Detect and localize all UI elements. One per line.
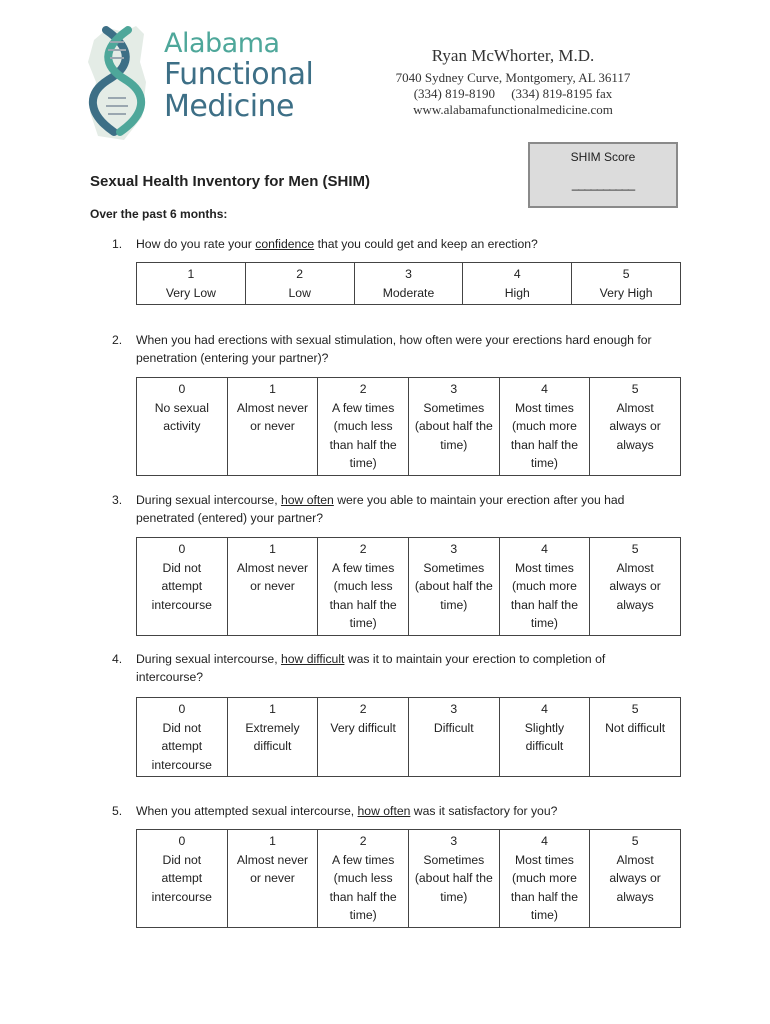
question-text-post: was it to maintain your erection to completion of intercourse? bbox=[136, 652, 606, 684]
answer-label: Most times bbox=[514, 852, 574, 867]
answer-score: 1 bbox=[269, 834, 276, 848]
answer-option-3[interactable] bbox=[408, 830, 499, 928]
answer-option-5[interactable] bbox=[590, 378, 681, 476]
answer-label: attempt bbox=[161, 871, 203, 885]
answer-score: 2 bbox=[296, 267, 304, 281]
answer-score: 1 bbox=[269, 542, 276, 556]
answer-label: Almost never bbox=[236, 852, 309, 867]
logo-line-1: Alabama bbox=[164, 28, 280, 59]
answer-option-1[interactable] bbox=[227, 698, 318, 777]
answer-label: than half the bbox=[510, 437, 578, 452]
answer-score: 2 bbox=[359, 382, 367, 396]
answer-score: 0 bbox=[178, 702, 186, 716]
answer-label: Very Low bbox=[165, 285, 216, 300]
answer-score: 2 bbox=[359, 834, 367, 848]
answer-option-0[interactable] bbox=[137, 378, 228, 476]
answer-option-1[interactable] bbox=[137, 263, 246, 305]
answer-label: Slightly bbox=[524, 720, 565, 735]
question-text-emphasis: how often bbox=[357, 804, 411, 818]
answer-row bbox=[137, 698, 681, 777]
answer-label: time) bbox=[440, 889, 468, 904]
answer-option-3[interactable] bbox=[408, 378, 499, 476]
question-text-post: were you able to maintain your erection after you had penetrated (entered) your partner? bbox=[136, 493, 625, 525]
answer-score: 4 bbox=[513, 267, 521, 281]
answer-label: Moderate bbox=[382, 285, 435, 300]
answer-label: (about half the bbox=[414, 871, 493, 885]
answer-label: Sometimes bbox=[423, 400, 485, 415]
answer-score: 5 bbox=[631, 702, 639, 716]
answer-option-2[interactable] bbox=[318, 698, 409, 777]
answer-score: 0 bbox=[178, 542, 186, 556]
answer-score: 5 bbox=[622, 267, 630, 281]
answer-option-5[interactable] bbox=[590, 698, 681, 777]
answer-score: 1 bbox=[269, 382, 276, 396]
answer-label: always or bbox=[609, 871, 661, 885]
question-text bbox=[136, 331, 672, 367]
answer-option-3[interactable] bbox=[354, 263, 463, 305]
answer-label: difficult bbox=[253, 739, 292, 753]
shim-score-label: SHIM Score bbox=[570, 150, 636, 164]
answer-option-4[interactable] bbox=[499, 378, 590, 476]
answer-score: 1 bbox=[187, 267, 195, 281]
answer-label: (much less bbox=[333, 419, 393, 433]
answer-score: 2 bbox=[359, 702, 367, 716]
answer-label: A few times bbox=[331, 560, 395, 575]
answer-label: Almost bbox=[616, 852, 654, 867]
answer-option-4[interactable] bbox=[463, 263, 572, 305]
answer-score: 4 bbox=[541, 834, 548, 848]
answer-label: than half the bbox=[329, 437, 397, 452]
question-text bbox=[136, 650, 672, 686]
question-text-pre: When you attempted sexual intercourse, bbox=[136, 804, 358, 818]
answer-table-2 bbox=[136, 377, 681, 476]
doctor-name: Ryan McWhorter, M.D. bbox=[431, 46, 595, 65]
answer-label: always or bbox=[609, 579, 661, 593]
answer-label: A few times bbox=[331, 852, 395, 867]
answer-table-5 bbox=[136, 829, 681, 928]
answer-label: Sometimes bbox=[423, 560, 485, 575]
answer-label: always or bbox=[609, 419, 661, 433]
logo-line-2: Functional bbox=[164, 57, 314, 92]
answer-label: A few times bbox=[331, 400, 395, 415]
answer-label: Did not bbox=[162, 852, 202, 867]
answer-label: Almost never bbox=[236, 400, 309, 415]
answer-table-4 bbox=[136, 697, 681, 777]
answer-label: always bbox=[616, 889, 654, 904]
page-title: Sexual Health Inventory for Men (SHIM) bbox=[90, 173, 371, 190]
answer-score: 3 bbox=[450, 382, 458, 396]
answer-label: always bbox=[616, 437, 654, 452]
answer-score: 3 bbox=[450, 702, 458, 716]
answer-option-4[interactable] bbox=[499, 538, 590, 636]
answer-score: 1 bbox=[269, 702, 276, 716]
answer-label: Not difficult bbox=[605, 720, 666, 735]
answer-option-4[interactable] bbox=[499, 830, 590, 928]
answer-option-5[interactable] bbox=[590, 830, 681, 928]
answer-label: time) bbox=[530, 908, 558, 922]
answer-row bbox=[137, 538, 681, 636]
answer-label: Very difficult bbox=[330, 720, 396, 735]
answer-score: 5 bbox=[631, 834, 639, 848]
answer-label: Did not bbox=[162, 560, 202, 575]
answer-option-5[interactable] bbox=[590, 538, 681, 636]
answer-label: time) bbox=[530, 456, 558, 470]
answer-label: or never bbox=[250, 579, 295, 593]
answer-score: 5 bbox=[631, 542, 639, 556]
doctor-phones: (334) 819-8190 (334) 819-8195 fax bbox=[413, 86, 613, 101]
answer-label: time) bbox=[349, 456, 377, 470]
question-text-pre: During sexual intercourse, bbox=[136, 493, 281, 507]
answer-label: than half the bbox=[510, 597, 578, 612]
answer-option-1[interactable] bbox=[227, 538, 318, 636]
question-text bbox=[136, 802, 672, 820]
answer-label: time) bbox=[440, 437, 468, 452]
answer-label: High bbox=[504, 285, 530, 300]
answer-option-3[interactable] bbox=[408, 538, 499, 636]
shim-score-field[interactable]: __________ bbox=[571, 176, 635, 191]
answer-label: always bbox=[616, 597, 654, 612]
answer-label: Very High bbox=[599, 285, 653, 300]
answer-option-2[interactable] bbox=[318, 378, 409, 476]
answer-label: Low bbox=[288, 285, 311, 300]
answer-label: No sexual bbox=[154, 400, 209, 415]
answer-label: Difficult bbox=[433, 720, 474, 735]
logo-line-3: Medicine bbox=[164, 89, 295, 124]
answer-label: than half the bbox=[329, 597, 397, 612]
answer-label: (much more bbox=[511, 419, 577, 433]
answer-option-2[interactable] bbox=[318, 830, 409, 928]
answer-label: attempt bbox=[161, 739, 203, 753]
question-text-emphasis: how difficult bbox=[280, 652, 345, 666]
answer-option-0[interactable] bbox=[137, 830, 228, 928]
answer-score: 3 bbox=[405, 267, 412, 281]
question-number: 5. bbox=[112, 804, 123, 818]
answer-score: 2 bbox=[359, 542, 367, 556]
answer-label: or never bbox=[250, 419, 295, 433]
answer-option-4[interactable] bbox=[499, 698, 590, 777]
answer-option-5[interactable] bbox=[572, 263, 681, 305]
answer-score: 4 bbox=[541, 702, 548, 716]
answer-label: Most times bbox=[514, 400, 574, 415]
answer-label: (about half the bbox=[414, 419, 493, 433]
answer-score: 4 bbox=[541, 542, 548, 556]
answer-label: Almost bbox=[616, 560, 654, 575]
answer-label: intercourse bbox=[151, 597, 212, 612]
answer-score: 0 bbox=[178, 834, 186, 848]
doctor-address: 7040 Sydney Curve, Montgomery, AL 36117 bbox=[395, 70, 631, 85]
answer-score: 5 bbox=[631, 382, 639, 396]
answer-label: intercourse bbox=[151, 757, 212, 772]
answer-score: 3 bbox=[450, 834, 458, 848]
question-text-emphasis: how often bbox=[280, 493, 334, 507]
answer-label: (about half the bbox=[414, 579, 493, 593]
question-text bbox=[136, 235, 672, 253]
answer-label: Did not bbox=[162, 720, 202, 735]
question-text bbox=[136, 491, 672, 527]
answer-label: Most times bbox=[514, 560, 574, 575]
answer-option-2[interactable] bbox=[245, 263, 354, 305]
answer-label: or never bbox=[250, 871, 295, 885]
answer-option-0[interactable] bbox=[137, 538, 228, 636]
answer-option-0[interactable] bbox=[137, 698, 228, 777]
answer-option-1[interactable] bbox=[227, 378, 318, 476]
answer-label: Extremely bbox=[245, 720, 300, 735]
answer-label: time) bbox=[349, 908, 377, 922]
doctor-website[interactable]: www.alabamafunctionalmedicine.com bbox=[413, 102, 613, 117]
answer-option-2[interactable] bbox=[318, 538, 409, 636]
answer-row bbox=[137, 378, 681, 476]
question-text-post: was it satisfactory for you? bbox=[410, 804, 558, 818]
shim-score-box[interactable] bbox=[528, 142, 678, 208]
doctor-contact-block bbox=[380, 46, 646, 118]
answer-label: intercourse bbox=[151, 889, 212, 904]
question-text-pre: When you had erections with sexual stimulation, how often were your erections hard enough for penetration (entering your partner)? bbox=[136, 333, 652, 365]
answer-row bbox=[137, 830, 681, 928]
answer-label: activity bbox=[163, 419, 201, 433]
answer-label: than half the bbox=[510, 889, 578, 904]
answer-score: 0 bbox=[178, 382, 186, 396]
dna-helix-logo-icon bbox=[84, 22, 154, 142]
question-text-post: that you could get and keep an erection? bbox=[314, 237, 538, 251]
answer-label: (much more bbox=[511, 579, 577, 593]
answer-label: time) bbox=[440, 597, 468, 612]
answer-label: Sometimes bbox=[423, 852, 485, 867]
question-text-pre: During sexual intercourse, bbox=[136, 652, 281, 666]
answer-label: (much more bbox=[511, 871, 577, 885]
question-number: 4. bbox=[112, 652, 123, 666]
answer-table-1 bbox=[136, 262, 681, 305]
answer-table-3 bbox=[136, 537, 681, 636]
answer-row bbox=[137, 263, 681, 305]
answer-label: Almost bbox=[616, 400, 654, 415]
answer-label: (much less bbox=[333, 871, 393, 885]
answer-score: 3 bbox=[450, 542, 458, 556]
answer-option-1[interactable] bbox=[227, 830, 318, 928]
page-subtitle: Over the past 6 months: bbox=[90, 207, 228, 221]
question-text-pre: How do you rate your bbox=[136, 237, 256, 251]
answer-label: Almost never bbox=[236, 560, 309, 575]
answer-label: than half the bbox=[329, 889, 397, 904]
answer-label: attempt bbox=[161, 579, 203, 593]
answer-label: time) bbox=[530, 616, 558, 630]
question-number: 1. bbox=[112, 237, 123, 251]
question-number: 2. bbox=[112, 333, 123, 347]
answer-label: time) bbox=[349, 616, 377, 630]
answer-score: 4 bbox=[541, 382, 548, 396]
clinic-logo bbox=[84, 22, 374, 142]
answer-label: (much less bbox=[333, 579, 393, 593]
question-text-emphasis: confidence bbox=[255, 237, 315, 251]
question-number: 3. bbox=[112, 493, 123, 507]
answer-label: difficult bbox=[525, 739, 564, 753]
answer-option-3[interactable] bbox=[408, 698, 499, 777]
